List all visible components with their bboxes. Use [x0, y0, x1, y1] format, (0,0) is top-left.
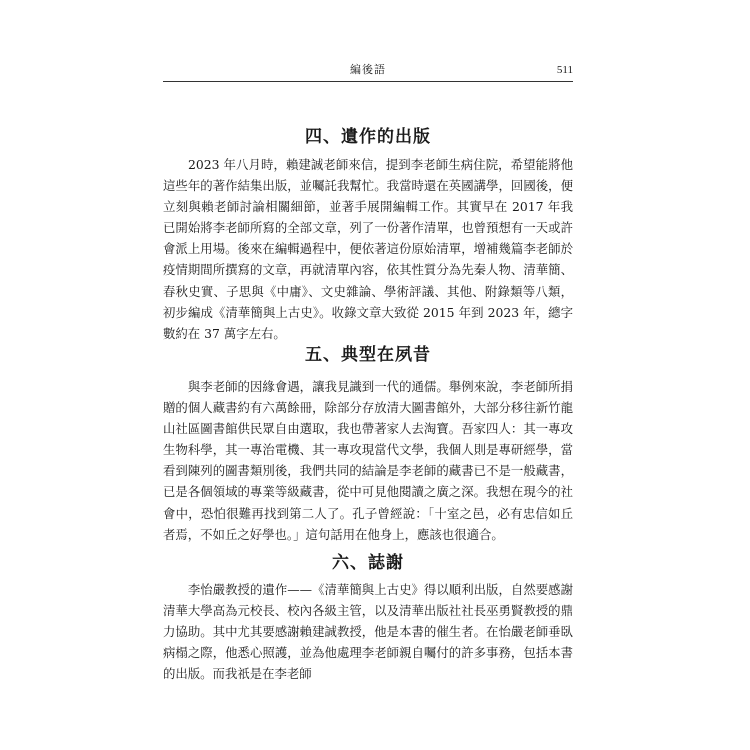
- page-number: 511: [556, 64, 573, 76]
- section-title-6: 六、誌謝: [332, 553, 404, 573]
- section-title-5: 五、典型在夙昔: [305, 345, 431, 365]
- running-title: 編後語: [350, 63, 386, 76]
- section-5-paragraph: 與李老師的因緣會遇，讓我見識到一代的通儒。舉例來說，李老師所捐贈的個人藏書約有六萬餘冊，除部分存放清大圖書館外，大部分移往新竹龍山社區圖書館供民眾自由選取，我也帶著家人去淘寶。吾家四人：其一專攻生物科學，其一專治電機、其一專攻現當代文學，我個人則是專研經學，當看到陳列的圖書類別後，我們共同的結論是李老師的藏書已不是一般藏書，已是各個領域的專業等級藏書，從中可見他閱讀之廣之深。我想在現今的社會中，恐怕很難再找到第二人了。孔子曾經說：「十室之邑，必有忠信如丘者焉，不如丘之好學也。」這句話用在他身上，應該也很適合。: [163, 379, 573, 542]
- section-4-paragraph: 2023 年八月時，賴建誠老師來信，提到李老師生病住院，希望能將他這些年的著作結集出版，並囑託我幫忙。我當時還在英國講學，回國後，便立刻與賴老師討論相關細節，並著手展開編輯工作。其實早在 2017 年我已開始將李老師所寫的全部文章，列了一份著作清單，也曾預想有一天或許會派上用場。後來在編輯過程中，便依著這份原始清單，增補幾篇李老師於疫情期間所撰寫的文章，再就清單內容，依其性質分為先秦人物、清華簡、春秋史實、子思與《中庸》、文史雜論、學術評議、其他、附錄類等八類，初步編成《清華簡與上古史》。收錄文章大致從 2015 年到 2023 年，總字數約在 37 萬字左右。: [163, 157, 573, 341]
- running-head: [163, 62, 573, 82]
- section-6-paragraph: 李怡嚴教授的遺作——《清華簡與上古史》得以順利出版，自然要感謝清華大學高為元校長、校內各級主管，以及清華出版社社長巫勇賢教授的鼎力協助。其中尤其要感謝賴建誠教授，他是本書的催生者。在怡嚴老師垂臥病榻之際，他悉心照護，並為他處理李老師親自囑付的許多事務，包括本書的出版。而我祇是在李老師: [163, 582, 573, 682]
- section-title-4: 四、遺作的出版: [305, 127, 431, 147]
- header-rule: [163, 81, 573, 82]
